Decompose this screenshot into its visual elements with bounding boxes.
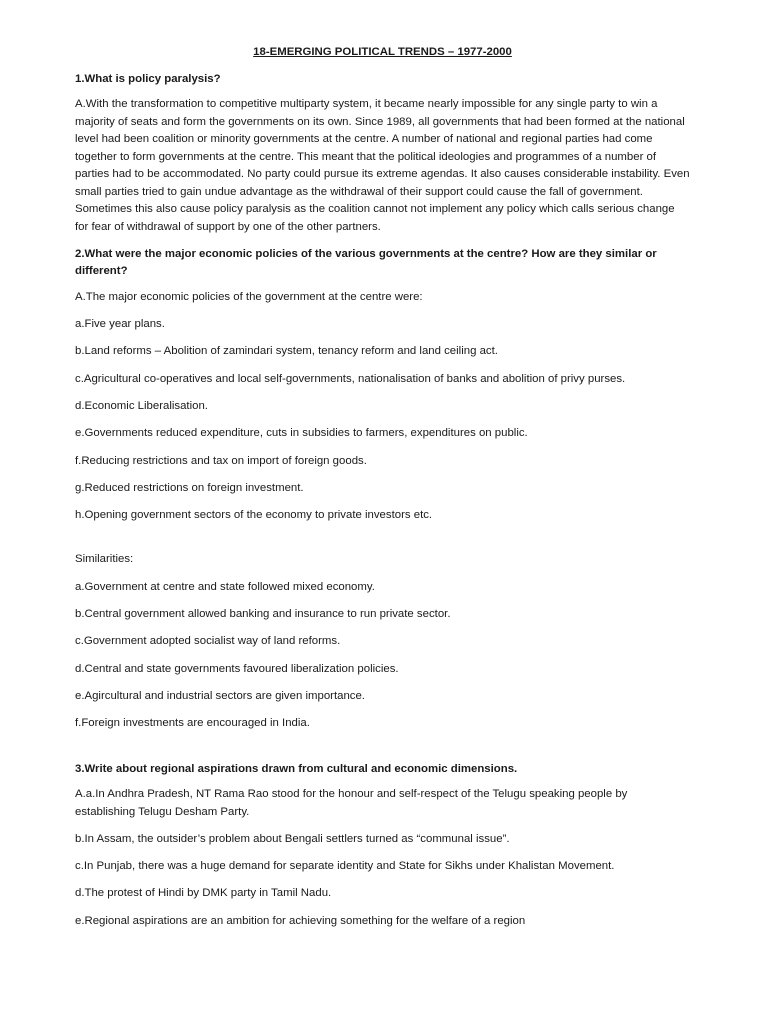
policy-item: h.Opening government sectors of the economy to private investors etc. xyxy=(75,509,433,522)
policy-item: e.Governments reduced expenditure, cuts in subsidies to farmers, expenditures on public. xyxy=(75,427,528,440)
question-2: 2.What were the major economic policies of the various governments at the centre? How are they similar or different? xyxy=(75,247,657,278)
regional-item: e.Regional aspirations are an ambition for achieving something for the welfare of a region xyxy=(75,914,526,927)
similarity-item: c.Government adopted socialist way of land reforms. xyxy=(75,635,341,648)
spacer xyxy=(75,534,690,551)
similarity-item: d.Central and state governments favoured liberalization policies. xyxy=(75,662,399,675)
document-title: 18-EMERGING POLITICAL TRENDS – 1977-2000 xyxy=(253,46,512,58)
policy-item: f.Reducing restrictions and tax on import of foreign goods. xyxy=(75,454,367,467)
regional-item: A.a.In Andhra Pradesh, NT Rama Rao stood for the honour and self-respect of the Telugu speaking people by establishing Telugu Desham Party. xyxy=(75,788,628,818)
regional-item: d.The protest of Hindi by DMK party in Tamil Nadu. xyxy=(75,887,332,900)
answer-2-intro: A.The major economic policies of the government at the centre were: xyxy=(75,290,423,303)
regional-item: c.In Punjab, there was a huge demand for separate identity and State for Sikhs under Khalistan Movement. xyxy=(75,860,615,873)
document-page xyxy=(75,44,690,940)
similarities-heading: Similarities: xyxy=(75,553,134,566)
similarity-item: b.Central government allowed banking and insurance to run private sector. xyxy=(75,608,451,621)
similarity-item: f.Foreign investments are encouraged in India. xyxy=(75,717,310,730)
answer-1: A.With the transformation to competitive multiparty system, it became nearly impossible for any single party to win a majority of seats and form the governments on its own. Since 1989, all governments that had been formed at the national level had been coalition or minority governments at the centre. A number of national and regional parties had come together to form governments at the centre. This meant that the political ideologies and programmes of a number of parties had to be accommodated. No party could pursue its extreme agendas. It also causes considerable instability. Even small parties tried to gain undue advantage as the withdrawal of their support could cause the fall of government. Sometimes this also cause policy paralysis as the coalition cannot not implement any policy which calls serious change for fear of withdrawal of support by one of the other partners. xyxy=(75,98,690,233)
policy-item: c.Agricultural co-operatives and local self-governments, nationalisation of banks and abolition of privy purses. xyxy=(75,372,626,385)
similarity-item: e.Agircultural and industrial sectors are given importance. xyxy=(75,689,365,702)
question-1: 1.What is policy paralysis? xyxy=(75,72,221,85)
question-3: 3.Write about regional aspirations drawn from cultural and economic dimensions. xyxy=(75,762,518,775)
spacer xyxy=(75,743,690,761)
policy-item: a.Five year plans. xyxy=(75,318,165,331)
policy-item: g.Reduced restrictions on foreign investment. xyxy=(75,481,304,494)
policy-item: b.Land reforms – Abolition of zamindari system, tenancy reform and land ceiling act. xyxy=(75,345,498,358)
policy-item: d.Economic Liberalisation. xyxy=(75,399,208,412)
regional-item: b.In Assam, the outsider’s problem about Bengali settlers turned as “communal issue”. xyxy=(75,832,510,845)
similarity-item: a.Government at centre and state followed mixed economy. xyxy=(75,580,375,593)
